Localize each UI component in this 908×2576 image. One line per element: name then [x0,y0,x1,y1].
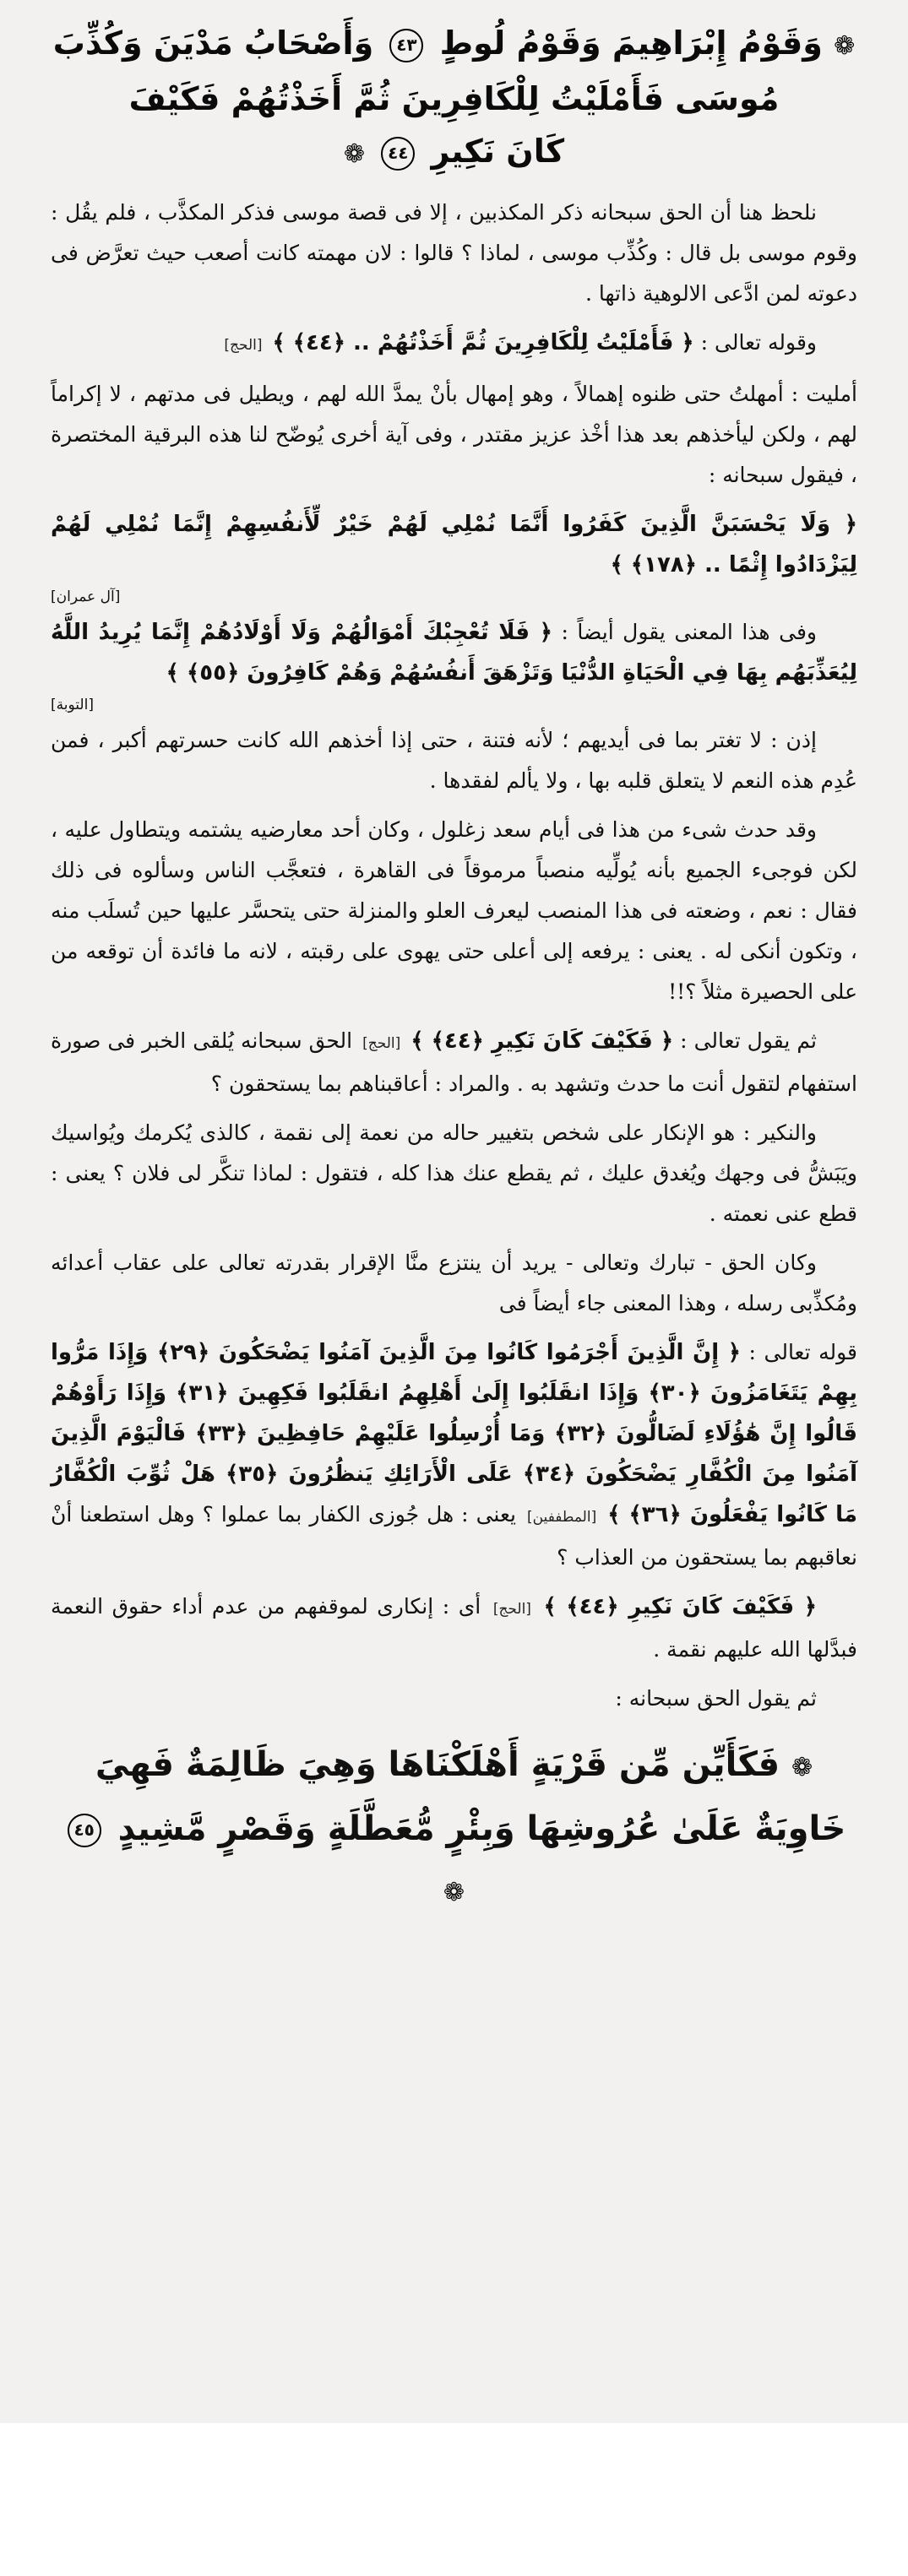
top-verse-line-1 [51,17,857,73]
final-verse-text-2: خَاوِيَةٌ عَلَىٰ عُرُوشِهَا وَبِئْرٍ مُّعَطَّلَةٍ وَقَصْرٍ مَّشِيدٍ [117,1809,846,1848]
paragraph [51,1332,857,1578]
paragraph: أمليت : أمهلتُ حتى ظنوه إهمالاً ، وهو إمهال بأنْ يمدَّ الله لهم ، ويطيل فى مدتهم ، لا إكراماً لهم ، ولكن ليأخذهم بعد هذا أخْذ عزيز مقتدر ، وفى آية أخرى يُوضّح لنا هذه البرقية المختصرة ، فيقول سبحانه : [51,382,857,487]
quran-quote: ﴿ فَكَيْفَ كَانَ نَكِيرِ ﴿٤٤﴾ ﴾ [411,1028,674,1054]
paragraph: إذن : لا تغتر بما فى أيديهم ؛ لأنه فتنة ، حتى إذا أخذهم الله كانت حسرتهم أكبر ، فمن عُدِم هذه النعم لا يتعلق قلبه بها ، ولا يألم لفقدها . [51,728,857,793]
final-verse [51,1734,857,1923]
intro-text: ثم يقول تعالى : [680,1028,817,1053]
paragraph: نلحظ هنا أن الحق سبحانه ذكر المكذبين ، إلا فى قصة موسى فذكر المكذَّب ، فلم يقُل : وقوم موسى بل قال : وكُذِّب موسى ، لماذا ؟ قالوا : لان مهمته كانت أصعب حيث تعرَّض فى دعوته لمن ادَّعى الالوهية ذاتها . [51,200,857,306]
top-verse [51,17,857,181]
page-content [51,17,857,1923]
paragraph: وكان الحق - تبارك وتعالى - يريد أن ينتزع منَّا الإقرار بقدرته تعالى على عقاب أعدائه ومُكذِّبى رسله ، وهذا المعنى جاء أيضاً فى [51,1250,857,1315]
paragraph [51,1021,857,1104]
intro-text: وفى هذا المعنى يقول أيضاً : [561,620,817,644]
paragraph [51,1586,857,1670]
verse-number: ٤٣ [389,29,423,62]
quran-quote: ﴿ فَكَيْفَ كَانَ نَكِيرِ ﴿٤٤﴾ ﴾ [543,1594,817,1619]
final-verse-text-1: فَكَأَيِّن مِّن قَرْيَةٍ أَهْلَكْنَاهَا وَهِيَ ظَالِمَةٌ فَهِيَ [95,1745,780,1784]
intro-text: قوله تعالى : [748,1340,857,1364]
paragraph [51,323,857,366]
surah-reference: [الحج] [492,1601,531,1618]
ornament-icon: ❁ [834,31,856,61]
verse-number: ٤٤ [381,137,415,171]
top-verse-text-3: كَانَ نَكِيرِ [431,133,565,170]
top-verse-text-1: وَقَوْمُ إِبْرَاهِيمَ وَقَوْمُ لُوطٍ [439,24,823,62]
top-verse-text-1b: وَأَصْحَابُ مَدْيَنَ وَكُذِّبَ [52,24,374,62]
intro-text: وقوله تعالى : [700,330,817,355]
paragraph: ثم يقول الحق سبحانه : [615,1686,817,1711]
ornament-icon: ❁ [343,139,366,169]
verse-number: ٤٥ [68,1814,101,1847]
paragraph-text: الحق سبحانه يُلقى الخبر فى صورة استفهام لتقول أنت ما حدث وتشهد به . والمراد : أعاقبناهم بما يستحقون ؟ [51,1028,857,1096]
surah-reference: [آل عمران] [51,588,121,605]
paragraph-text: يعنى : هل جُوزى الكفار بما عملوا ؟ وهل استطعنا أنْ نعاقبهم بما يستحقون من العذاب ؟ [51,1502,857,1570]
surah-reference: [الحج] [362,1035,401,1052]
surah-reference: [المطففين] [526,1509,597,1526]
quran-quote: ﴿ وَلَا يَحْسَبَنَّ الَّذِينَ كَفَرُوا أَنَّمَا نُمْلِي لَهُمْ خَيْرٌ لِّأَنفُسِهِمْ إِنَّمَا نُمْلِي لَهُمْ لِيَزْدَادُوا إِثْمًا .. ﴿١٧٨﴾ ﴾ [51,512,857,578]
paragraph-text: أى : إنكارى لموقفهم من عدم أداء حقوق النعمة فبدَّلها الله عليهم نقمة . [51,1594,857,1662]
surah-reference: [التوبة] [51,697,94,713]
ornament-icon: ❁ [791,1753,813,1782]
ornament-icon: ❁ [443,1878,465,1907]
final-verse-line-1 [51,1734,857,1798]
quran-quote: ﴿ فَأَمْلَيْتُ لِلْكَافِرِينَ ثُمَّ أَخَذْتُهُمْ .. ﴿٤٤﴾ ﴾ [272,330,694,355]
top-verse-line-3 [51,125,857,181]
quran-quote: ﴿ فَلَا تُعْجِبْكَ أَمْوَالُهُمْ وَلَا أَوْلَادُهُمْ إِنَّمَا يُرِيدُ اللَّهُ لِيُعَذِّبَهُم بِهَا فِي الْحَيَاةِ الدُّنْيَا وَتَزْهَقَ أَنفُسُهُمْ وَهُمْ كَافِرُونَ ﴿٥٥﴾ ﴾ [51,620,857,686]
quran-quote: ﴿ إِنَّ الَّذِينَ أَجْرَمُوا كَانُوا مِنَ الَّذِينَ آمَنُوا يَضْحَكُونَ ﴿٢٩﴾ وَإِذَا مَرُّوا بِهِمْ يَتَغَامَزُونَ ﴿٣٠﴾ وَإِذَا انقَلَبُوا إِلَىٰ أَهْلِهِمُ انقَلَبُوا فَكِهِينَ ﴿٣١﴾ وَإِذَا رَأَوْهُمْ قَالُوا إِنَّ هَٰؤُلَاءِ لَضَالُّونَ ﴿٣٢﴾ وَمَا أُرْسِلُوا عَلَيْهِمْ حَافِظِينَ ﴿٣٣﴾ فَالْيَوْمَ الَّذِينَ آمَنُوا مِنَ الْكُفَّارِ يَضْحَكُونَ ﴿٣٤﴾ عَلَى الْأَرَائِكِ يَنظُرُونَ ﴿٣٥﴾ هَلْ ثُوِّبَ الْكُفَّارُ مَا كَانُوا يَفْعَلُونَ ﴿٣٦﴾ ﴾ [51,1340,858,1527]
surah-reference: [الحج] [224,337,263,354]
paragraph [51,612,857,693]
final-verse-line-2 [51,1798,857,1923]
paragraph: وقد حدث شىء من هذا فى أيام سعد زغلول ، وكان أحد معارضيه يشتمه ويتطاول عليه ، لكن فوجىء الجميع بأنه يُولِّيه منصباً مرموقاً فى القاهرة ، فتعجَّب الناس وسألوه فى ذلك فقال : نعم ، وضعته فى هذا المنصب ليعرف العلو والمنزلة حتى يتحسَّر عليها حين تُسلَب منه ، وتكون أنكى له . يعنى : يرفعه إلى أعلى حتى يهوى على رقبته ، لانه ما فائدة أن توقعه من على الحصيرة مثلاً ؟!! [51,817,857,1004]
paragraph: والنكير : هو الإنكار على شخص بتغيير حاله من نعمة إلى نقمة ، كالذى يُكرمك ويُواسيك ويَبَشُّ فى وجهك ويُغدق عليك ، ثم يقطع عنك هذا كله ، فتقول : لماذا تنكَّر لى فلان ؟ يعنى : قطع عنى نعمته . [51,1120,857,1226]
top-verse-line-2: مُوسَى فَأَمْلَيْتُ لِلْكَافِرِينَ ثُمَّ أَخَذْتُهُمْ فَكَيْفَ [128,80,780,117]
